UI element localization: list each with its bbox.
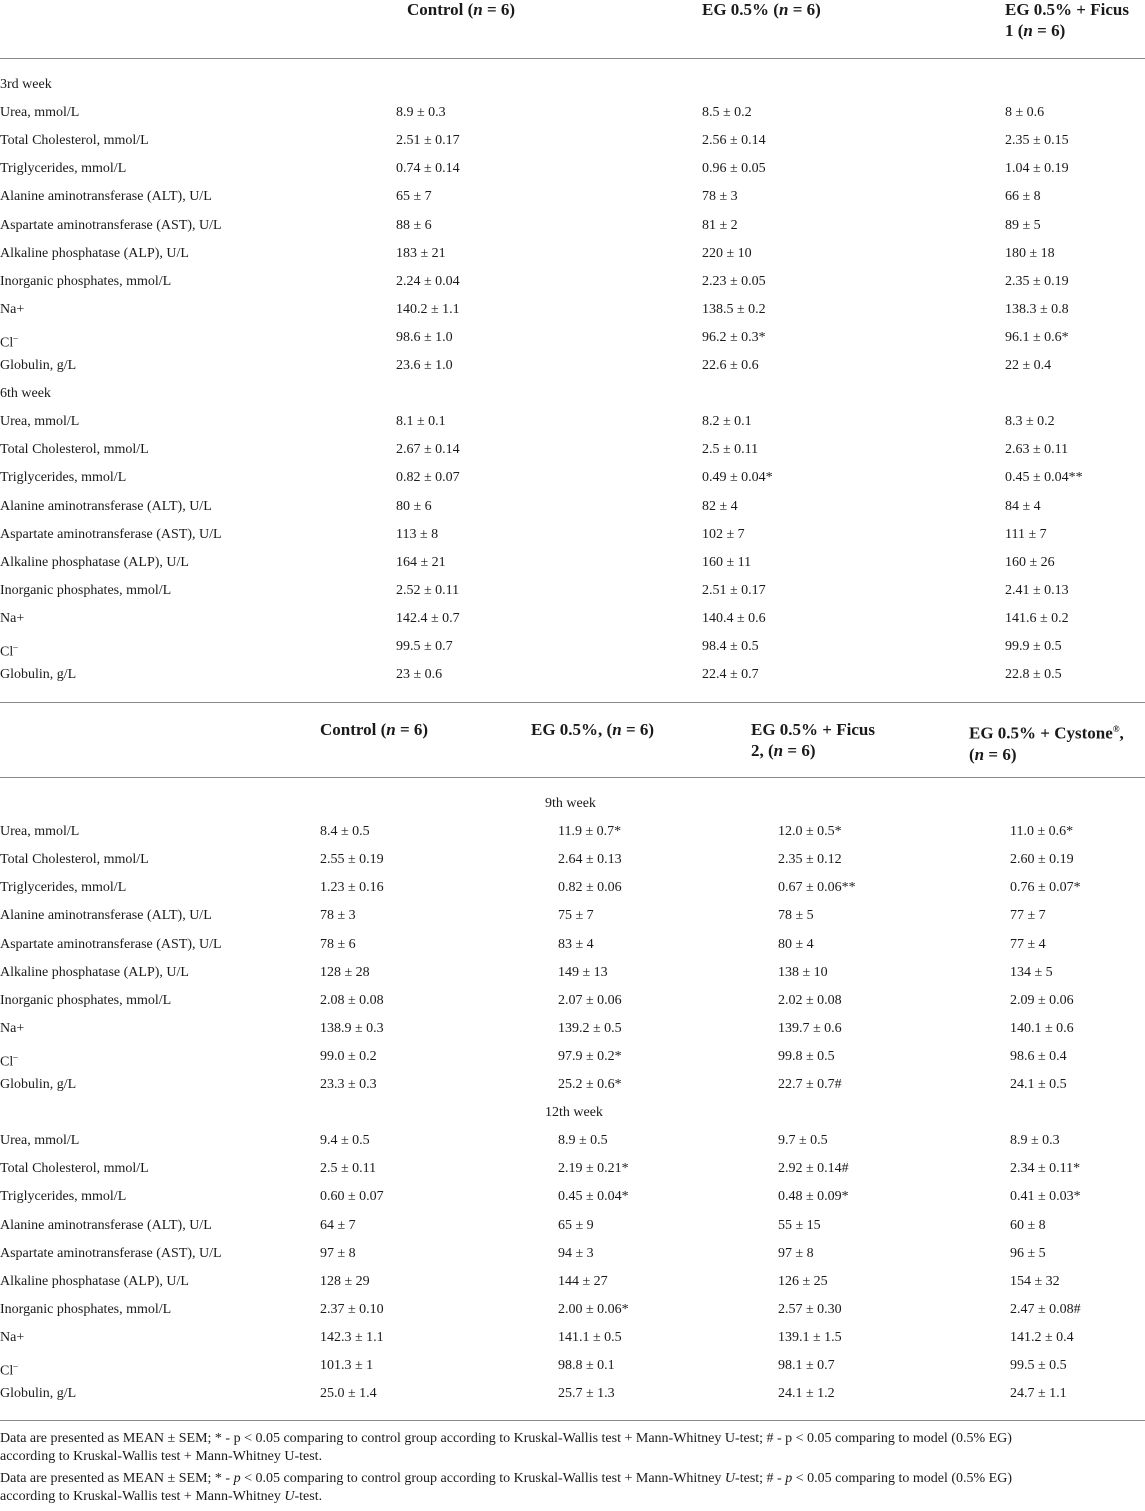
value-cell: 138.3 ± 0.8 [1005,301,1069,317]
table2-header-control: Control (n = 6) [320,720,429,739]
value-cell: 0.45 ± 0.04* [558,1189,629,1205]
row-label: Na+ [0,301,25,317]
value-cell: 0.48 ± 0.09* [778,1189,849,1205]
row-label: Triglycerides, mmol/L [0,1189,127,1205]
row-label: Na+ [0,610,25,626]
row-label: Cl– [0,1361,18,1379]
row-label: Inorganic phosphates, mmol/L [0,582,172,598]
value-cell: 2.56 ± 0.14 [702,133,766,149]
value-cell: 96.2 ± 0.3* [702,329,766,345]
value-cell: 141.1 ± 0.5 [558,1329,622,1345]
value-cell: 98.8 ± 0.1 [558,1358,615,1373]
value-cell: 138 ± 10 [778,964,828,980]
value-cell: 25.0 ± 1.4 [320,1386,377,1402]
value-cell: 9.7 ± 0.5 [778,1133,828,1149]
value-cell: 0.41 ± 0.03* [1010,1189,1081,1205]
row-label: Total Cholesterol, mmol/L [0,1161,149,1177]
value-cell: 78 ± 5 [778,908,814,924]
value-cell: 84 ± 4 [1005,498,1041,514]
row-label: Alanine aminotransferase (ALT), U/L [0,1217,212,1233]
value-cell: 80 ± 6 [396,498,432,514]
value-cell: 2.51 ± 0.17 [702,582,766,598]
value-cell: 11.0 ± 0.6* [1010,824,1074,840]
row-label: Alkaline phosphatase (ALP), U/L [0,1273,189,1289]
value-cell: 2.67 ± 0.14 [396,442,460,458]
value-cell: 78 ± 6 [320,936,356,952]
value-cell: 140.2 ± 1.1 [396,301,460,317]
value-cell: 8.9 ± 0.3 [396,105,446,121]
row-label: Total Cholesterol, mmol/L [0,442,149,458]
row-label: Globulin, g/L [0,1386,77,1402]
value-cell: 183 ± 21 [396,245,446,261]
value-cell: 12.0 ± 0.5* [778,824,842,840]
value-cell: 65 ± 9 [558,1217,594,1233]
value-cell: 8.3 ± 0.2 [1005,414,1055,430]
row-label: Total Cholesterol, mmol/L [0,133,149,149]
value-cell: 141.2 ± 0.4 [1010,1329,1074,1345]
value-cell: 89 ± 5 [1005,217,1041,233]
section-label: 9th week [545,796,596,811]
value-cell: 25.2 ± 0.6* [558,1077,622,1092]
value-cell: 1.04 ± 0.19 [1005,161,1069,177]
value-cell: 2.51 ± 0.17 [396,133,460,149]
value-cell: 78 ± 3 [320,908,356,924]
value-cell: 97.9 ± 0.2* [558,1048,622,1064]
value-cell: 22.8 ± 0.5 [1005,667,1062,683]
value-cell: 94 ± 3 [558,1245,594,1261]
table1-header-rule [0,58,1145,59]
value-cell: 142.4 ± 0.7 [396,610,460,626]
value-cell: 2.23 ± 0.05 [702,273,766,289]
value-cell: 2.5 ± 0.11 [320,1161,377,1177]
value-cell: 83 ± 4 [558,936,594,952]
value-cell: 77 ± 4 [1010,936,1046,952]
value-cell: 2.34 ± 0.11* [1010,1161,1081,1177]
value-cell: 1.23 ± 0.16 [320,880,384,896]
value-cell: 25.7 ± 1.3 [558,1386,615,1402]
footnote-2-line-2: according to Kruskal-Wallis test + Mann-Whitney U-test. [0,1489,323,1504]
value-cell: 2.52 ± 0.11 [396,582,460,598]
value-cell: 97 ± 8 [778,1245,814,1261]
value-cell: 11.9 ± 0.7* [558,824,622,840]
row-label: Alanine aminotransferase (ALT), U/L [0,498,212,514]
row-label: Aspartate aminotransferase (AST), U/L [0,1245,222,1261]
value-cell: 2.00 ± 0.06* [558,1301,629,1317]
row-label: Total Cholesterol, mmol/L [0,852,149,868]
row-label: Aspartate aminotransferase (AST), U/L [0,526,222,542]
value-cell: 8.2 ± 0.1 [702,414,752,430]
row-label: Triglycerides, mmol/L [0,880,127,896]
value-cell: 8.9 ± 0.5 [558,1133,608,1149]
row-label: Globulin, g/L [0,667,77,683]
value-cell: 101.3 ± 1 [320,1358,374,1373]
row-label: Globulin, g/L [0,1077,77,1092]
table2-header-eg: EG 0.5%, (n = 6) [531,720,655,739]
row-label: Urea, mmol/L [0,824,80,840]
value-cell: 2.41 ± 0.13 [1005,582,1069,598]
row-label: Aspartate aminotransferase (AST), U/L [0,217,222,233]
row-label: Cl– [0,642,18,660]
value-cell: 2.19 ± 0.21* [558,1161,629,1177]
value-cell: 128 ± 28 [320,964,370,980]
value-cell: 2.63 ± 0.11 [1005,442,1069,458]
row-label: Inorganic phosphates, mmol/L [0,992,172,1008]
row-label: Cl– [0,1051,18,1070]
value-cell: 99.0 ± 0.2 [320,1048,377,1064]
value-cell: 64 ± 7 [320,1217,356,1233]
value-cell: 111 ± 7 [1005,526,1047,542]
section-label: 3rd week [0,77,52,92]
value-cell: 2.37 ± 0.10 [320,1301,384,1317]
table2-bottom-rule [0,1420,1145,1421]
value-cell: 22.7 ± 0.7# [778,1077,842,1092]
value-cell: 24.7 ± 1.1 [1010,1386,1067,1402]
value-cell: 8.9 ± 0.3 [1010,1133,1060,1149]
value-cell: 55 ± 15 [778,1217,821,1233]
value-cell: 99.5 ± 0.7 [396,639,453,654]
value-cell: 99.9 ± 0.5 [1005,639,1062,654]
row-label: Alkaline phosphatase (ALP), U/L [0,554,189,570]
value-cell: 9.4 ± 0.5 [320,1133,370,1149]
value-cell: 2.55 ± 0.19 [320,852,384,868]
footnote-1-line-2: according to Kruskal-Wallis test + Mann-Whitney U-test. [0,1449,323,1464]
value-cell: 2.09 ± 0.06 [1010,992,1074,1008]
row-label: Na+ [0,1020,25,1036]
value-cell: 160 ± 26 [1005,554,1055,570]
value-cell: 164 ± 21 [396,554,446,570]
value-cell: 98.4 ± 0.5 [702,639,759,654]
value-cell: 0.74 ± 0.14 [396,161,460,177]
value-cell: 180 ± 18 [1005,245,1055,261]
value-cell: 77 ± 7 [1010,908,1046,924]
value-cell: 2.24 ± 0.04 [396,273,460,289]
value-cell: 96 ± 5 [1010,1245,1046,1261]
value-cell: 0.60 ± 0.07 [320,1189,384,1205]
table1-header-eg-ficus1: EG 0.5% + Ficus 1 (n = 6) [1005,0,1129,40]
value-cell: 8.4 ± 0.5 [320,824,370,840]
row-label: Aspartate aminotransferase (AST), U/L [0,936,222,952]
value-cell: 22.4 ± 0.7 [702,667,759,683]
value-cell: 2.47 ± 0.08# [1010,1301,1081,1317]
value-cell: 2.64 ± 0.13 [558,852,622,868]
value-cell: 24.1 ± 1.2 [778,1386,835,1402]
value-cell: 66 ± 8 [1005,189,1041,205]
row-label: Alanine aminotransferase (ALT), U/L [0,908,212,924]
value-cell: 81 ± 2 [702,217,738,233]
value-cell: 82 ± 4 [702,498,738,514]
value-cell: 22.6 ± 0.6 [702,358,759,373]
value-cell: 99.5 ± 0.5 [1010,1358,1067,1373]
value-cell: 24.1 ± 0.5 [1010,1077,1067,1092]
row-label: Triglycerides, mmol/L [0,161,127,177]
value-cell: 2.07 ± 0.06 [558,992,622,1008]
value-cell: 2.92 ± 0.14# [778,1161,849,1177]
value-cell: 78 ± 3 [702,189,738,205]
row-label: Alkaline phosphatase (ALP), U/L [0,964,189,980]
value-cell: 75 ± 7 [558,908,594,924]
value-cell: 139.1 ± 1.5 [778,1329,842,1345]
value-cell: 138.5 ± 0.2 [702,301,766,317]
value-cell: 141.6 ± 0.2 [1005,610,1069,626]
table1-header-control: Control (n = 6) [407,0,516,19]
value-cell: 142.3 ± 1.1 [320,1329,384,1345]
value-cell: 2.02 ± 0.08 [778,992,842,1008]
value-cell: 98.6 ± 1.0 [396,329,453,345]
value-cell: 138.9 ± 0.3 [320,1020,384,1036]
row-label: Inorganic phosphates, mmol/L [0,1301,172,1317]
value-cell: 99.8 ± 0.5 [778,1048,835,1064]
row-label: Urea, mmol/L [0,1133,80,1149]
row-label: Urea, mmol/L [0,105,80,121]
value-cell: 65 ± 7 [396,189,432,205]
value-cell: 2.35 ± 0.12 [778,852,842,868]
value-cell: 102 ± 7 [702,526,745,542]
value-cell: 134 ± 5 [1010,964,1053,980]
value-cell: 8.5 ± 0.2 [702,105,752,121]
value-cell: 23 ± 0.6 [396,667,443,683]
value-cell: 88 ± 6 [396,217,432,233]
value-cell: 128 ± 29 [320,1273,370,1289]
section-label: 12th week [545,1105,603,1121]
footnote-2 [0,1470,1145,1506]
value-cell: 22 ± 0.4 [1005,358,1052,373]
value-cell: 0.76 ± 0.07* [1010,880,1081,896]
value-cell: 96.1 ± 0.6* [1005,329,1069,345]
value-cell: 23.3 ± 0.3 [320,1077,377,1092]
table1-header-eg: EG 0.5% (n = 6) [702,0,821,19]
table2-header-eg-cystone: EG 0.5% + Cystone®, (n = 6) [969,723,1124,764]
value-cell: 2.57 ± 0.30 [778,1301,842,1317]
table2-header-eg-ficus2: EG 0.5% + Ficus 2, (n = 6) [751,720,875,760]
value-cell: 149 ± 13 [558,964,608,980]
value-cell: 60 ± 8 [1010,1217,1046,1233]
row-label: Urea, mmol/L [0,414,80,430]
footnote-1-line-1: Data are presented as MEAN ± SEM; * - p < 0.05 comparing to control group according to Kruskal-Wallis test + Mann-Whitney U-test; # - p < 0.05 comparing to model (0.5% EG) [0,1431,1012,1446]
value-cell: 2.60 ± 0.19 [1010,852,1074,868]
table2-header-rule [0,777,1145,778]
value-cell: 2.35 ± 0.15 [1005,133,1069,149]
value-cell: 140.1 ± 0.6 [1010,1020,1074,1036]
value-cell: 0.45 ± 0.04** [1005,470,1083,486]
value-cell: 8 ± 0.6 [1005,105,1045,121]
row-label: Na+ [0,1329,25,1345]
value-cell: 80 ± 4 [778,936,814,952]
value-cell: 0.67 ± 0.06** [778,880,856,896]
footnote-1 [0,1430,1145,1466]
value-cell: 2.08 ± 0.08 [320,992,384,1008]
row-label: Cl– [0,332,18,351]
value-cell: 113 ± 8 [396,526,439,542]
value-cell: 0.49 ± 0.04* [702,470,773,486]
value-cell: 98.6 ± 0.4 [1010,1048,1067,1064]
value-cell: 97 ± 8 [320,1245,356,1261]
value-cell: 160 ± 11 [702,554,752,570]
value-cell: 154 ± 32 [1010,1273,1060,1289]
value-cell: 8.1 ± 0.1 [396,414,446,430]
value-cell: 0.96 ± 0.05 [702,161,766,177]
value-cell: 0.82 ± 0.06 [558,880,622,896]
row-label: Triglycerides, mmol/L [0,470,127,486]
section-label: 6th week [0,386,51,402]
value-cell: 220 ± 10 [702,245,752,261]
row-label: Alkaline phosphatase (ALP), U/L [0,245,189,261]
value-cell: 139.7 ± 0.6 [778,1020,842,1036]
row-label: Globulin, g/L [0,358,77,373]
footnote-2-line-1: Data are presented as MEAN ± SEM; * - p < 0.05 comparing to control group according to Kruskal-Wallis test + Mann-Whitney U-test; # - p < 0.05 comparing to model (0.5% EG) [0,1471,1012,1486]
row-label: Inorganic phosphates, mmol/L [0,273,172,289]
value-cell: 2.35 ± 0.19 [1005,273,1069,289]
table1-bottom-rule [0,702,1145,703]
value-cell: 144 ± 27 [558,1273,608,1289]
value-cell: 98.1 ± 0.7 [778,1358,835,1373]
value-cell: 23.6 ± 1.0 [396,358,453,373]
value-cell: 0.82 ± 0.07 [396,470,460,486]
value-cell: 140.4 ± 0.6 [702,610,766,626]
row-label: Alanine aminotransferase (ALT), U/L [0,189,212,205]
value-cell: 2.5 ± 0.11 [702,442,759,458]
value-cell: 126 ± 25 [778,1273,828,1289]
value-cell: 139.2 ± 0.5 [558,1020,622,1036]
